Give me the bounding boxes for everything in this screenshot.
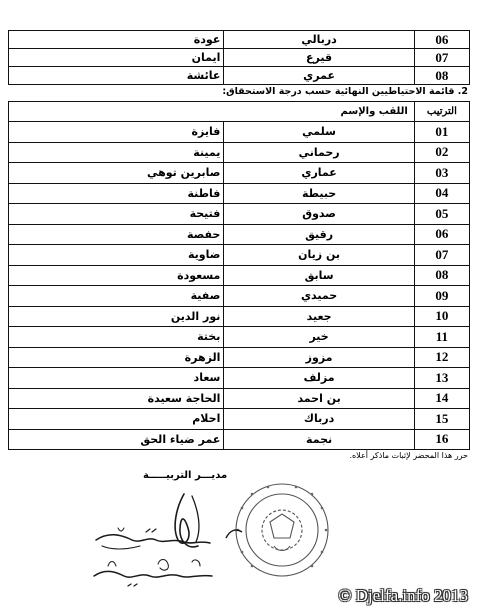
surname-cell: دربالي — [224, 31, 414, 49]
header-rank: الترتيب — [414, 102, 469, 122]
surname-cell: قيرع — [224, 49, 414, 67]
given-name-cell: عودة — [9, 31, 224, 49]
table-row — [9, 306, 470, 327]
rank-number: 10 — [414, 306, 469, 327]
director-title: مديـــر التربيـــــة — [143, 470, 228, 481]
reserve-list-table — [8, 101, 470, 450]
surname-cell: جعيد — [224, 306, 414, 327]
rank-number: 08 — [414, 67, 469, 85]
rank-number: 06 — [414, 224, 469, 245]
table-row — [9, 204, 470, 225]
surname-cell: درباك — [224, 409, 414, 430]
surname-cell: حميدي — [224, 286, 414, 307]
surname-cell: رقيق — [224, 224, 414, 245]
surname-cell: رحماني — [224, 142, 414, 163]
surname-cell: نجمة — [224, 429, 414, 450]
table-row — [9, 67, 470, 85]
rank-number: 07 — [414, 49, 469, 67]
given-name-cell: ضاوية — [9, 245, 224, 266]
table-row — [9, 327, 470, 348]
table-row — [9, 286, 470, 307]
table-row — [9, 183, 470, 204]
reserve-list-caption: 2. قائمة الاحتياطيين النهائية حسب درجة الاستحقاق: — [222, 86, 468, 97]
surname-cell: بن احمد — [224, 388, 414, 409]
table-row — [9, 388, 470, 409]
surname-cell: عماري — [224, 163, 414, 184]
rank-number: 03 — [414, 163, 469, 184]
given-name-cell: نور الدين — [9, 306, 224, 327]
official-stamp — [212, 478, 340, 588]
given-name-cell: عمر ضياء الحق — [9, 429, 224, 450]
table-row — [9, 347, 470, 368]
given-name-cell: فتيحة — [9, 204, 224, 225]
surname-cell: بن زيان — [224, 245, 414, 266]
rank-number: 14 — [414, 388, 469, 409]
rank-number: 06 — [414, 31, 469, 49]
surname-cell: خير — [224, 327, 414, 348]
table-header-row — [9, 102, 470, 122]
rank-number: 15 — [414, 409, 469, 430]
given-name-cell: فاطنة — [9, 183, 224, 204]
rank-number: 07 — [414, 245, 469, 266]
surname-cell: صدوق — [224, 204, 414, 225]
table-row — [9, 368, 470, 389]
rank-number: 08 — [414, 265, 469, 286]
given-name-cell: فايزة — [9, 122, 224, 143]
given-name-cell: صابرين توهي — [9, 163, 224, 184]
reserve-list-body — [9, 122, 470, 450]
closing-note: حرر هذا المحضر لإثبات ماذكر أعلاه. — [349, 451, 468, 460]
given-name-cell: صفية — [9, 286, 224, 307]
given-name-cell: عائشة — [9, 67, 224, 85]
rank-number: 04 — [414, 183, 469, 204]
top-table-body — [9, 31, 470, 85]
surname-cell: سلمي — [224, 122, 414, 143]
rank-number: 05 — [414, 204, 469, 225]
surname-cell: حبيطة — [224, 183, 414, 204]
table-row — [9, 142, 470, 163]
rank-number: 16 — [414, 429, 469, 450]
header-name: اللقب والإسم — [9, 102, 415, 122]
given-name-cell: بختة — [9, 327, 224, 348]
rank-number: 02 — [414, 142, 469, 163]
table-row — [9, 245, 470, 266]
surname-cell: سابق — [224, 265, 414, 286]
given-name-cell: سعاد — [9, 368, 224, 389]
rank-number: 01 — [414, 122, 469, 143]
surname-cell: عمري — [224, 67, 414, 85]
table-row — [9, 163, 470, 184]
given-name-cell: احلام — [9, 409, 224, 430]
given-name-cell: حفصة — [9, 224, 224, 245]
rank-number: 12 — [414, 347, 469, 368]
given-name-cell: يمينة — [9, 142, 224, 163]
table-row — [9, 429, 470, 450]
table-row — [9, 409, 470, 430]
table-row — [9, 31, 470, 49]
surname-cell: مزوز — [224, 347, 414, 368]
given-name-cell: الحاجة سعيدة — [9, 388, 224, 409]
table-row — [9, 224, 470, 245]
rank-number: 09 — [414, 286, 469, 307]
watermark: © Djelfa.info 2013 — [338, 586, 468, 605]
given-name-cell: الزهرة — [9, 347, 224, 368]
table-row — [9, 265, 470, 286]
table-row — [9, 122, 470, 143]
top-table — [8, 30, 470, 85]
rank-number: 13 — [414, 368, 469, 389]
surname-cell: مزلف — [224, 368, 414, 389]
given-name-cell: ايمان — [9, 49, 224, 67]
rank-number: 11 — [414, 327, 469, 348]
table-row — [9, 49, 470, 67]
given-name-cell: مسعودة — [9, 265, 224, 286]
